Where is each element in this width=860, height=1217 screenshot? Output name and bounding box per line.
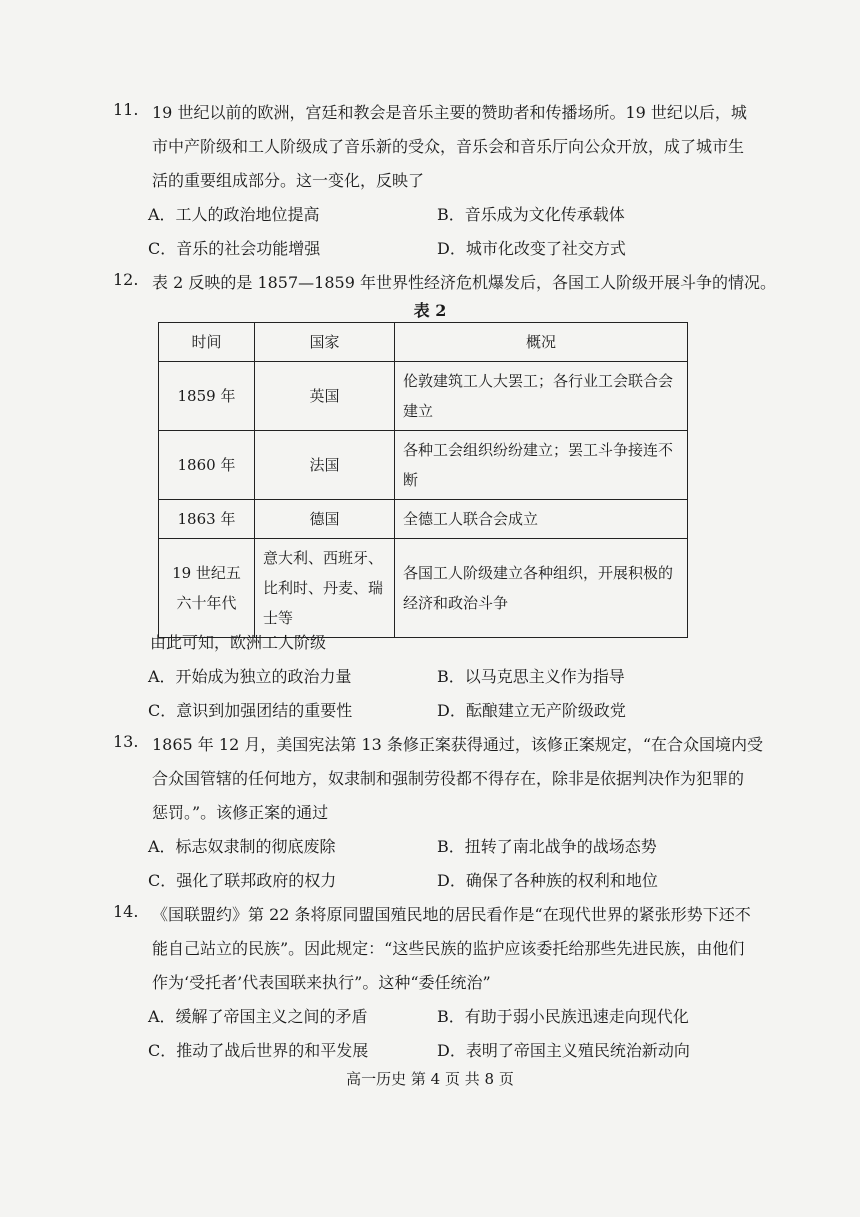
question-number: 14. <box>113 902 139 921</box>
option-c: C．强化了联邦政府的权力 <box>148 871 337 890</box>
option-b: B．音乐成为文化传承载体 <box>437 205 625 224</box>
table-cell: 意大利、西班牙、比利时、丹麦、瑞士等 <box>255 539 395 638</box>
question-text-line: 合众国管辖的任何地方，奴隶制和强制劳役都不得存在，除非是依据判决作为犯罪的 <box>152 769 745 788</box>
table-cell: 1859 年 <box>159 362 255 431</box>
question-text-line: 惩罚。”。该修正案的通过 <box>152 803 329 822</box>
table-cell: 1863 年 <box>159 500 255 539</box>
option-a: A．缓解了帝国主义之间的矛盾 <box>148 1007 368 1026</box>
table-cell: 各国工人阶级建立各种组织，开展积极的经济和政治斗争 <box>395 539 688 638</box>
column-header: 时间 <box>159 323 255 362</box>
question-text-line: 市中产阶级和工人阶级成了音乐新的受众，音乐会和音乐厅向公众开放，成了城市生 <box>152 137 745 156</box>
table-row <box>159 362 688 431</box>
question-number: 11. <box>113 100 139 119</box>
page-footer: 高一历史 第 4 页 共 8 页 <box>346 1070 514 1088</box>
data-table <box>158 322 688 638</box>
option-b: B．有助于弱小民族迅速走向现代化 <box>437 1007 689 1026</box>
option-d: D．城市化改变了社交方式 <box>437 239 626 258</box>
table-cell: 德国 <box>255 500 395 539</box>
table-cell: 1860 年 <box>159 431 255 500</box>
table-row <box>159 431 688 500</box>
option-c: C．意识到加强团结的重要性 <box>148 701 353 720</box>
column-header: 国家 <box>255 323 395 362</box>
column-header: 概况 <box>395 323 688 362</box>
option-d: D．表明了帝国主义殖民统治新动向 <box>437 1041 690 1060</box>
table-cell: 伦敦建筑工人大罢工；各行业工会联合会建立 <box>395 362 688 431</box>
question-text-line: 《国联盟约》第 22 条将原同盟国殖民地的居民看作是“在现代世界的紧张形势下还不 <box>152 905 751 924</box>
table-cell: 各种工会组织纷纷建立；罢工斗争接连不断 <box>395 431 688 500</box>
option-b: B．扭转了南北战争的战场态势 <box>437 837 657 856</box>
table-cell: 19 世纪五六十年代 <box>159 539 255 638</box>
question-text-line: 活的重要组成部分。这一变化，反映了 <box>152 171 425 190</box>
table-cell: 英国 <box>255 362 395 431</box>
table-caption: 表 2 <box>413 301 447 320</box>
option-c: C．音乐的社会功能增强 <box>148 239 321 258</box>
option-c: C．推动了战后世界的和平发展 <box>148 1041 369 1060</box>
option-a: A．开始成为独立的政治力量 <box>148 667 352 686</box>
option-d: D．确保了各种族的权利和地位 <box>437 871 658 890</box>
question-number: 12. <box>113 270 139 289</box>
table-header-row <box>159 323 688 362</box>
question-text-line: 19 世纪以前的欧洲，宫廷和教会是音乐主要的赞助者和传播场所。19 世纪以后，城 <box>152 103 747 122</box>
question-followup: 由此可知，欧洲工人阶级 <box>150 633 327 652</box>
question-text-line: 表 2 反映的是 1857—1859 年世界性经济危机爆发后，各国工人阶级开展斗争的情况。 <box>152 273 776 292</box>
question-number: 13. <box>113 732 139 751</box>
table-cell: 法国 <box>255 431 395 500</box>
question-text-line: 能自己站立的民族”。因此规定：“这些民族的监护应该委托给那些先进民族，由他们 <box>152 939 745 958</box>
option-d: D．酝酿建立无产阶级政党 <box>437 701 626 720</box>
option-a: A．标志奴隶制的彻底废除 <box>148 837 336 856</box>
option-a: A．工人的政治地位提高 <box>148 205 320 224</box>
question-text-line: 1865 年 12 月，美国宪法第 13 条修正案获得通过，该修正案规定，“在合众国境内受 <box>152 735 764 754</box>
table-cell: 全德工人联合会成立 <box>395 500 688 539</box>
table-row <box>159 500 688 539</box>
question-text-line: 作为‘受托者’代表国联来执行”。这种“委任统治” <box>152 973 491 992</box>
option-b: B．以马克思主义作为指导 <box>437 667 625 686</box>
table-row <box>159 539 688 638</box>
